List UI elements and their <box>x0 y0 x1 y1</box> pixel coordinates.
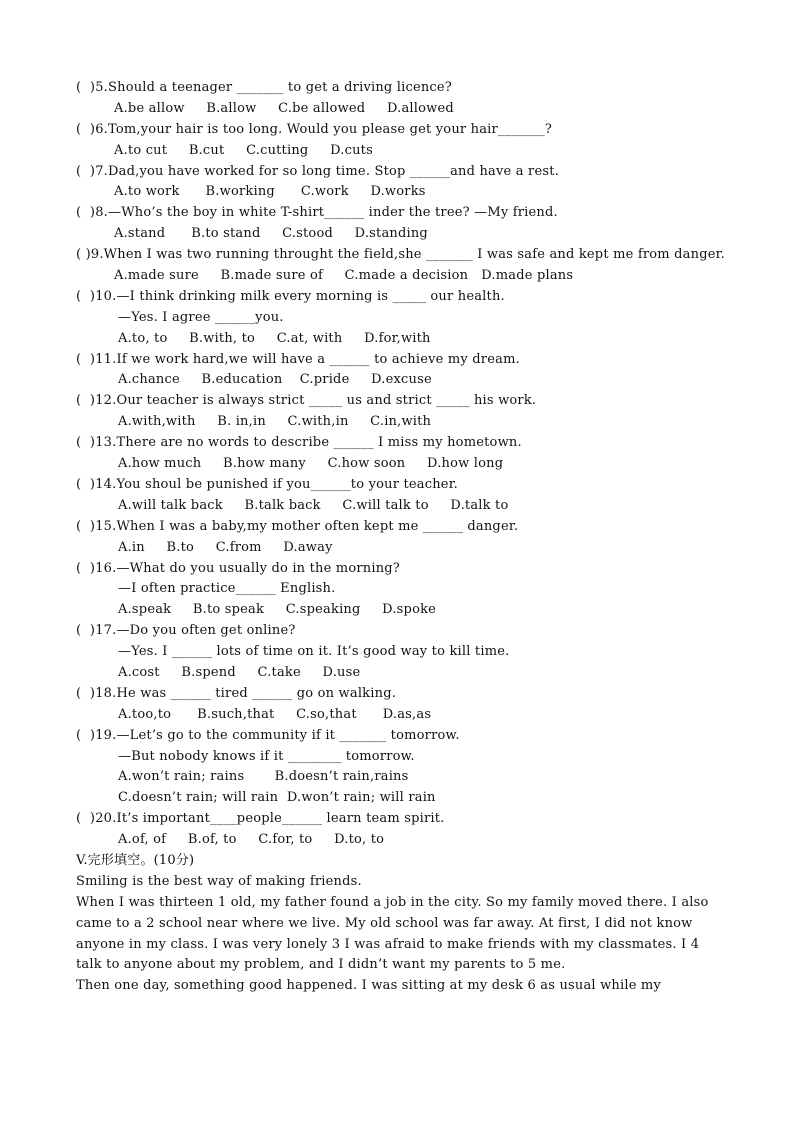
question-19: ( )19.—Let’s go to the community if it _______ tomorrow. <box>76 727 460 743</box>
question-8: ( )8.—Who’s the boy in white T-shirt______ inder the tree? —My friend. <box>76 205 558 221</box>
cloze-paragraph-1: When I was thirteen 1 old, my father found a job in the city. So my family moved there. I also came to a 2 school near where we live. My old school was far away. At first, I did not know anyone in my class. I was very lonely 3 I was afraid to make friends with my classmates. I 4 talk to anyone about my problem, and I didn’t want my parents to 5 me. <box>76 894 709 973</box>
question-10-reply: —Yes. I agree ______you. <box>118 309 284 325</box>
question-17: ( )17.—Do you often get online? <box>76 623 296 639</box>
question-20: ( )20.It’s important____people______ learn team spirit. <box>76 811 445 827</box>
question-10: ( )10.—I think drinking milk every morning is _____ our health. <box>76 288 505 304</box>
section-heading-cloze: V.完形填空。(10分) <box>76 852 195 868</box>
question-8-options: A.stand B.to stand C.stood D.standing <box>114 226 428 242</box>
question-9: ( )9.When I was two running throught the field,she _______ I was safe and kept me from danger. <box>76 247 725 263</box>
question-15-options: A.in B.to C.from D.away <box>118 539 333 555</box>
question-14: ( )14.You shoul be punished if you______to your teacher. <box>76 476 459 492</box>
question-15: ( )15.When I was a baby,my mother often kept me ______ danger. <box>76 518 519 534</box>
question-11: ( )11.If we work hard,we will have a ______ to achieve my dream. <box>76 351 520 367</box>
question-11-options: A.chance B.education C.pride D.excuse <box>118 372 432 388</box>
question-9-options: A.made sure B.made sure of C.made a decision D.made plans <box>114 268 574 284</box>
document-page <box>76 78 726 997</box>
question-19-reply: —But nobody knows if it ________ tomorrow. <box>118 748 415 764</box>
question-16-reply: —I often practice______ English. <box>118 581 336 597</box>
cloze-title: Smiling is the best way of making friends. <box>76 873 362 889</box>
question-13-options: A.how much B.how many C.how soon D.how long <box>118 456 504 472</box>
question-16-options: A.speak B.to speak C.speaking D.spoke <box>118 602 437 618</box>
question-17-options: A.cost B.spend C.take D.use <box>118 664 361 680</box>
question-20-options: A.of, of B.of, to C.for, to D.to, to <box>118 832 385 848</box>
question-19-options-c-d: C.doesn’t rain; will rain D.won’t rain; will rain <box>118 790 436 806</box>
question-19-options-a-b: A.won’t rain; rains B.doesn’t rain,rains <box>118 769 409 785</box>
question-14-options: A.will talk back B.talk back C.will talk to D.talk to <box>118 497 509 513</box>
question-5: ( )5.Should a teenager _______ to get a driving licence? <box>76 80 452 95</box>
question-12-options: A.with,with B. in,in C.with,in C.in,with <box>118 414 432 430</box>
question-12: ( )12.Our teacher is always strict _____ us and strict _____ his work. <box>76 393 537 409</box>
question-18-options: A.too,to B.such,that C.so,that D.as,as <box>118 706 432 722</box>
question-18: ( )18.He was ______ tired ______ go on walking. <box>76 685 397 701</box>
question-6: ( )6.Tom,your hair is too long. Would you please get your hair_______? <box>76 121 553 137</box>
question-7: ( )7.Dad,you have worked for so long time. Stop ______and have a rest. <box>76 163 559 179</box>
cloze-paragraph-2: Then one day, something good happened. I was sitting at my desk 6 as usual while my <box>76 978 662 994</box>
question-13: ( )13.There are no words to describe ______ I miss my hometown. <box>76 435 522 451</box>
question-16: ( )16.—What do you usually do in the morning? <box>76 560 400 576</box>
question-17-reply: —Yes. I ______ lots of time on it. It’s good way to kill time. <box>118 644 510 660</box>
question-10-options: A.to, to B.with, to C.at, with D.for,with <box>118 330 431 346</box>
question-5-options: A.be allow B.allow C.be allowed D.allowed <box>114 100 454 116</box>
question-7-options: A.to work B.working C.work D.works <box>114 184 426 200</box>
question-6-options: A.to cut B.cut C.cutting D.cuts <box>114 142 373 158</box>
